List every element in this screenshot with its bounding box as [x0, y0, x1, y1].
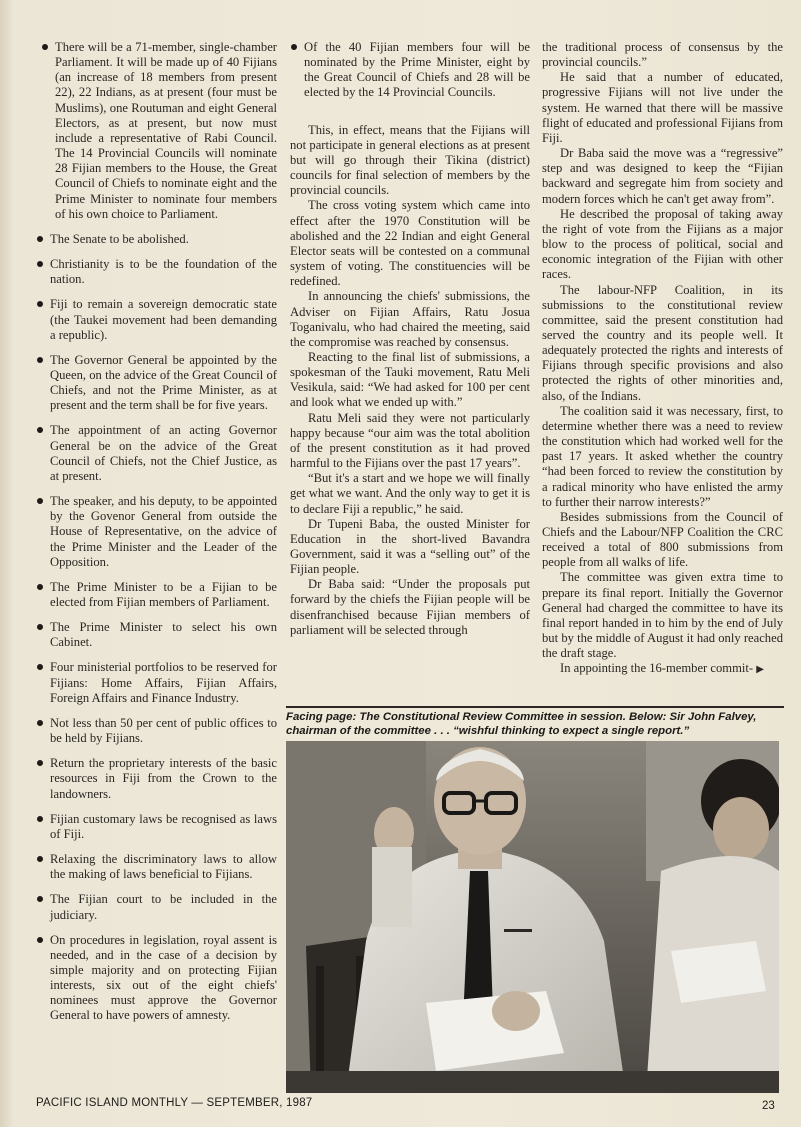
bullet-icon [37, 624, 43, 630]
paragraph: The labour-NFP Coalition, in its submissions to the constitutional review committee, said the present constitution had served the country and its people well. It adequately protected the rights and interests of Fijians through specific provisions and also protected the rights of other minorities and, also, of the Indians. [542, 282, 783, 403]
article-column-3 [542, 40, 783, 678]
list-item: There will be a 71-member, single-chamber Parliament. It will be made up of 40 Fijians (an increase of 18 members from present 22), 22 Indians, as at present (four must be Muslims), one Routuman and eight General Electors, as at present, but now must include a representative of Rabi Council. The 14 Provincial Councils will nominate 28 Fijian members to the House, the Great Council of Chiefs to nominate eight and the Prime Minister to nominate four members of his own choice to Parliament. [36, 40, 277, 222]
list-item: The Fijian court to be included in the judiciary. [36, 892, 277, 922]
list-item: Return the proprietary interests of the basic resources in Fiji from the Crown to the landowners. [36, 756, 277, 801]
list-item: The speaker, and his deputy, to be appointed by the Govenor General from outside the House of Representative, on the advice of the Prime Minister and the Leader of the Opposition. [36, 494, 277, 570]
photo-caption: Facing page: The Constitutional Review Committee in session. Below: Sir John Falvey, chairman of the committee . . . “wishful thinking to expect a single report.” [286, 706, 784, 738]
paragraph: Dr Tupeni Baba, the ousted Minister for Education in the short-lived Bavandra Government, said it was a “selling out” of the Fijian people. [290, 516, 530, 577]
bullet-icon [37, 760, 43, 766]
bullet-icon [37, 816, 43, 822]
submission-list [36, 40, 277, 1024]
bullet-icon [37, 427, 43, 433]
paragraph: Ratu Meli said they were not particularly happy because “our aim was the total abolition of the present constitution as it had proved harmful to the Fijians over the past 17 years”. [290, 410, 530, 471]
paragraph: Dr Baba said the move was a “regressive” step and was designed to keep the “Fijian backward and segregate him from society and modern forces which he can't get away from”. [542, 146, 783, 206]
list-item: On procedures in legislation, royal assent is needed, and in the case of a decision by simple majority and on protecting Fijian interests, six out of the eight chiefs' nominees must approve the Governor General to have powers of amnesty. [36, 933, 277, 1024]
bullet-icon [37, 856, 43, 862]
paragraph: Dr Baba said: “Under the proposals put forward by the chiefs the Fijian people will be disenfranchised because Fijian members of parliament will be selected through [290, 577, 530, 637]
bullet-icon [37, 584, 43, 590]
article-column-1 [36, 40, 277, 1034]
paragraph: “But it's a start and we hope we will finally get what we want. And the only way to get it is to declare Fiji a republic,” he said. [290, 471, 530, 516]
paragraph: Reacting to the final list of submissions, a spokesman of the Tauki movement, Ratu Meli Vesikula, said: “We had asked for 100 per cent and look what we ended up with.” [290, 349, 530, 410]
continue-arrow-icon: ▶ [756, 664, 764, 676]
paragraph: The coalition said it was necessary, first, to determine whether there was a need to review the constitution which had worked well for the past 17 years. It asked whether the country “had been forced to review the constitution by a radical minority who have enlisted the army to further their narrow interests?” [542, 403, 783, 509]
page-number: 23 [762, 1100, 775, 1112]
bullet-icon [37, 301, 43, 307]
publication-footer: PACIFIC ISLAND MONTHLY — SEPTEMBER, 1987 [36, 1097, 313, 1109]
submission-list-continued [290, 40, 530, 101]
list-item: The Prime Minister to select his own Cabinet. [36, 620, 277, 650]
paragraph: Besides submissions from the Council of Chiefs and the Labour/NFP Coalition the CRC received a total of 800 submissions from people from all walks of life. [542, 509, 783, 570]
photo-illustration [286, 741, 779, 1093]
list-item: The appointment of an acting Governor General be on the advice of the Great Council of Chiefs, not the Chief Justice, as at present. [36, 423, 277, 484]
list-item: The Governor General be appointed by the Queen, on the advice of the Great Council of Chiefs, and not the Prime Minister, as at present and the term shall be for five years. [36, 353, 277, 414]
bullet-icon [42, 44, 48, 50]
list-item: Fijian customary laws be recognised as laws of Fiji. [36, 812, 277, 842]
committee-chairman-photo [286, 741, 779, 1093]
paragraph: The committee was given extra time to prepare its final report. Initially the Governor General had charged the committee to have its final report handed in to him by the end of July but by the middle of August it had only reached the draft stage. [542, 570, 783, 661]
paragraph: The cross voting system which came into effect after the 1970 Constitution will be abolished and the 22 Indian and eight General Elector seats will be contested on a communal system of voting. The constituencies will be redefined. [290, 198, 530, 289]
bullet-icon [37, 896, 43, 902]
paragraph: In announcing the chiefs' submissions, the Adviser on Fijian Affairs, Ratu Josua Toganivalu, who had chaired the meeting, said the compromise was reached by consensus. [290, 289, 530, 349]
paragraph: the traditional process of consensus by the provincial councils.” [542, 40, 783, 70]
bullet-icon [37, 261, 43, 267]
list-item: Fiji to remain a sovereign democratic state (the Taukei movement had been demanding a republic). [36, 297, 277, 342]
bullet-icon [37, 357, 43, 363]
bullet-icon [37, 236, 43, 242]
list-item: The Prime Minister to be a Fijian to be elected from Fijian members of Parliament. [36, 580, 277, 610]
bullet-icon [37, 937, 43, 943]
paragraph: This, in effect, means that the Fijians will not participate in general elections as at present but will go through their Tikina (district) councils for final selection of members by the provincial councils. [290, 122, 530, 198]
list-item: Christianity is to be the foundation of the nation. [36, 257, 277, 287]
bullet-icon [37, 664, 43, 670]
list-item: Relaxing the discriminatory laws to allow the making of laws beneficial to Fijians. [36, 852, 277, 882]
list-item: Four ministerial portfolios to be reserved for Fijians: Home Affairs, Fijian Affairs, Foreign Affairs and Finance Industry. [36, 660, 277, 705]
bullet-icon [37, 720, 43, 726]
paragraph-last: In appointing the 16-member commit- ▶ [560, 661, 764, 676]
bullet-icon [291, 44, 297, 50]
paragraph: He described the proposal of taking away the right of vote from the Fijians as a major blow to the process of political, social and economic integration of the Fijian with other races. [542, 206, 783, 282]
bullet-icon [37, 498, 43, 504]
paragraph: He said that a number of educated, progressive Fijians will not live under the system. He warned that there will be massive flight of educated and professional Fijians from Fiji. [542, 70, 783, 145]
list-item: The Senate to be abolished. [36, 232, 277, 247]
list-item: Of the 40 Fijian members four will be nominated by the Prime Minister, eight by the Great Council of Chiefs and 28 will be elected by the 14 Provincial Councils. [290, 40, 530, 101]
article-column-2 [290, 40, 530, 638]
list-item: Not less than 50 per cent of public offices to be held by Fijians. [36, 716, 277, 746]
